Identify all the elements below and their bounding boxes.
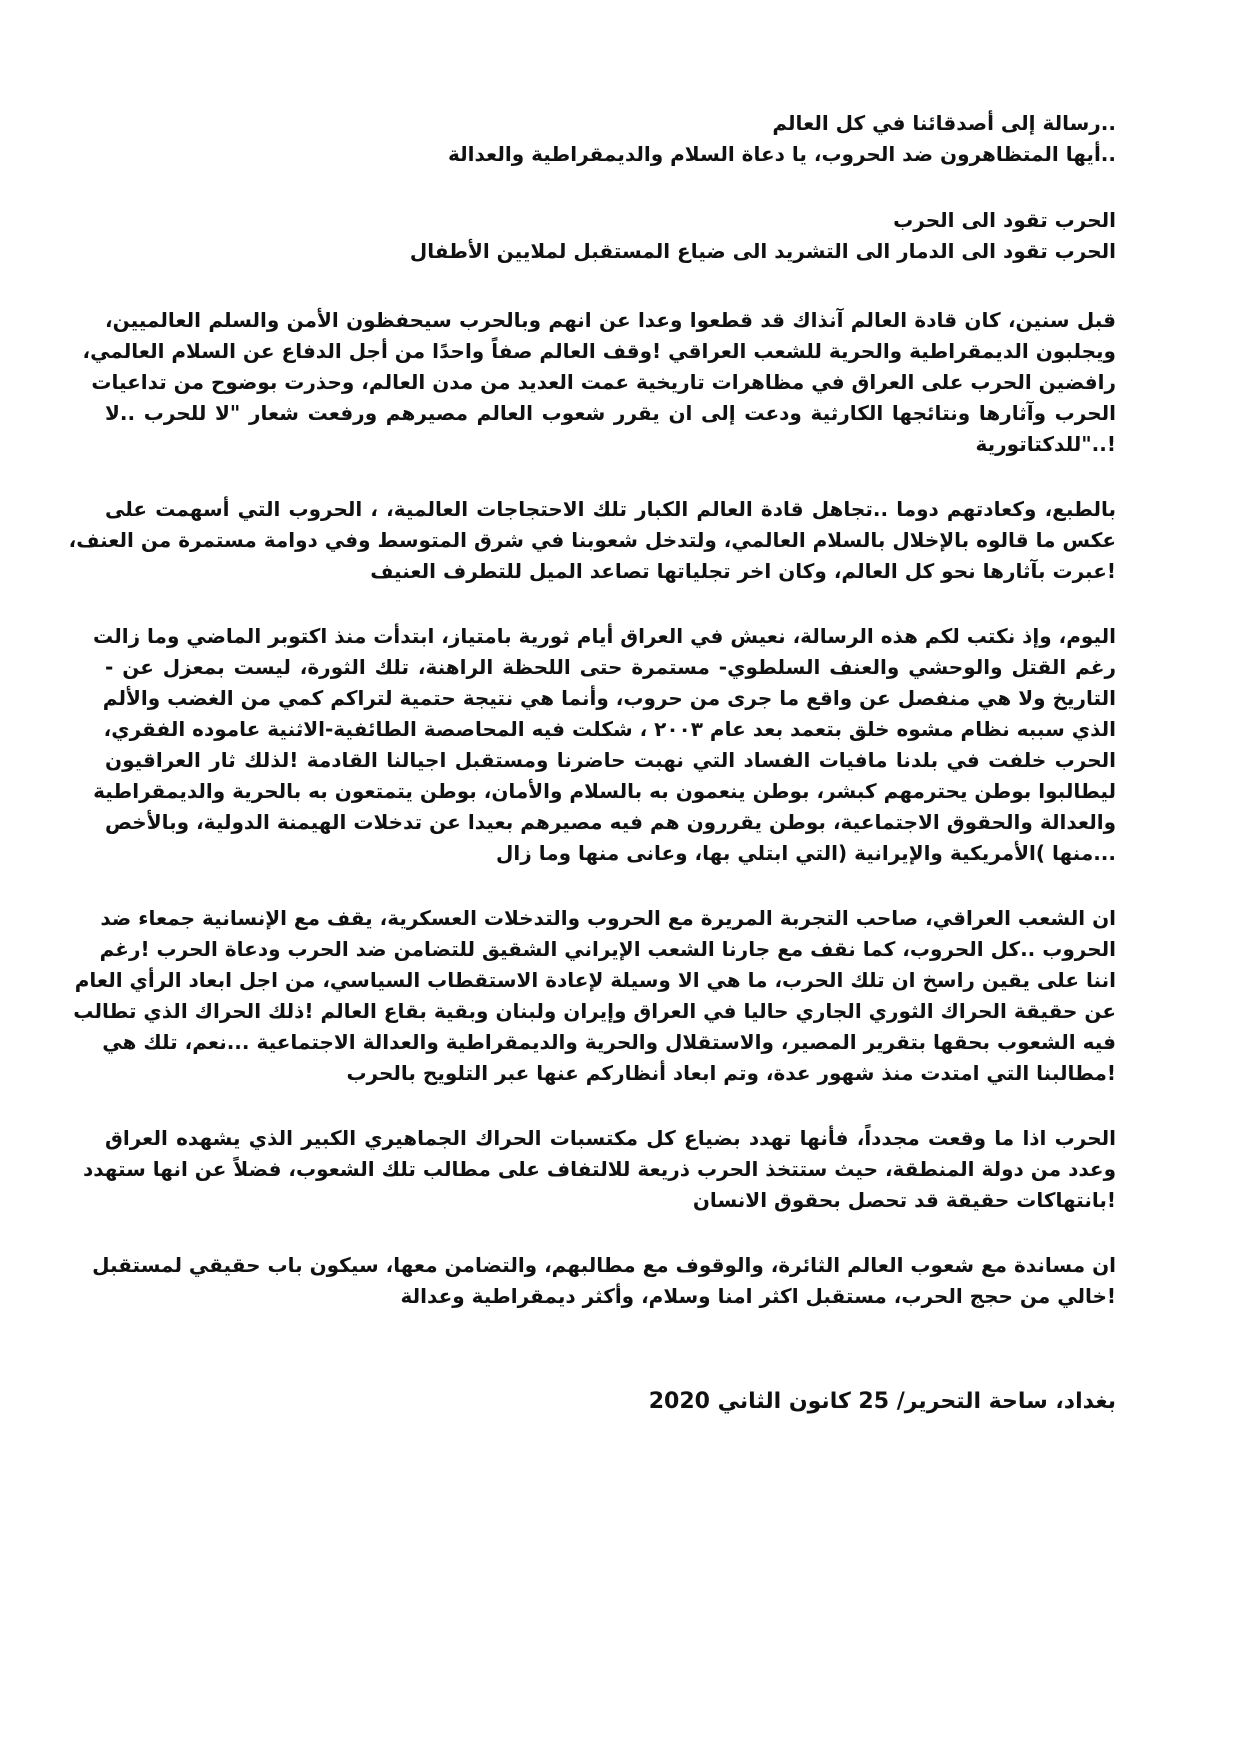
headline — [105, 205, 1116, 267]
greeting-line: ..أيها المتظاهرون ضد الحروب، يا دعاة السلام والديمقراطية والعدالة — [448, 142, 1116, 166]
headline-line: الحرب تقود الى الحرب — [893, 208, 1116, 232]
paragraph-line: اننا على يقين راسخ ان تلك الحرب، ما هي الا وسيلة لإعادة الاستقطاب السياسي، من اجل ابعاد الرأي العام — [74, 968, 1116, 992]
paragraph-4 — [73, 903, 1116, 1089]
paragraph-line: الحروب ..كل الحروب، كما نقف مع جارنا الشعب الإيراني الشقيق للتضامن ضد الحرب ودعاة الحرب !رغم — [99, 937, 1116, 961]
paragraph-line: عن حقيقة الحراك الثوري الجاري حاليا في العراق وإيران ولبنان وبقية بقاع العالم !ذلك الحراك الذي تطالب — [73, 999, 1116, 1023]
paragraph-line: رافضين الحرب على العراق في مظاهرات تاريخية عمت العديد من مدن العالم، وحذرت بوضوح من تداعيات — [91, 370, 1116, 394]
paragraph-line: وعدد من دولة المنطقة، حيث ستتخذ الحرب ذريعة للالتفاف على مطالب تلك الشعوب، فضلاً عن انها ستهدد — [82, 1157, 1116, 1181]
paragraph-line: الحرب اذا ما وقعت مجدداً، فأنها تهدد بضياع كل مكتسبات الحراك الجماهيري الكبير الذي يشهده العراق — [105, 1126, 1116, 1150]
paragraph-line: الذي سببه نظام مشوه خلق بتعمد بعد عام ٢٠٠٣ ، شكلت فيه المحاصصة الطائفية-الاثنية عاموده الفقري، — [103, 717, 1116, 741]
paragraph-5 — [82, 1123, 1116, 1216]
headline-line: الحرب تقود الى الدمار الى التشريد الى ضياع المستقبل لملايين الأطفال — [409, 239, 1116, 263]
paragraph-line: الحرب وآثارها ونتائجها الكارثية ودعت إلى ان يقرر شعوب العالم مصيرهم ورفعت شعار "لا للحرب ..لا — [105, 401, 1116, 425]
paragraph-line: ان مساندة مع شعوب العالم الثائرة، والوقوف مع مطالبهم، والتضامن معها، سيكون باب حقيقي لمستقبل — [92, 1253, 1116, 1277]
paragraph-line: ان الشعب العراقي، صاحب التجربة المريرة مع الحروب والتدخلات العسكرية، يقف مع الإنسانية جمعاء ضد — [100, 906, 1116, 930]
paragraph-line: ليطالبوا بوطن يحترمهم كبشر، بوطن ينعمون به بالسلام والأمان، بوطن يتمتعون به بالحرية والديمقراطية — [93, 779, 1116, 803]
paragraph-line: بالطبع، وكعادتهم دوما ..تجاهل قادة العالم الكبار تلك الاحتجاجات العالمية، ، الحروب التي أسهمت على — [105, 497, 1116, 521]
paragraph-line: اليوم، وإذ نكتب لكم هذه الرسالة، نعيش في العراق أيام ثورية بامتياز، ابتدأت منذ اكتوبر الماضي وما زالت — [93, 624, 1116, 648]
greeting-line: ..رسالة إلى أصدقائنا في كل العالم — [772, 111, 1116, 135]
paragraph-line: ويجلبون الديمقراطية والحرية للشعب العراقي !وقف العالم صفاً واحدًا من أجل الدفاع عن السلام العالمي، — [82, 339, 1116, 363]
paragraph-line: !.."للدكتاتورية — [975, 432, 1116, 456]
paragraph-line: عكس ما قالوه بالإخلال بالسلام العالمي، ولتدخل شعوبنا في شرق المتوسط وفي دوامة مستمرة من العنف، — [68, 528, 1116, 552]
paragraph-line: فيه الشعوب بحقها بتقرير المصير، والاستقلال والحرية والديمقراطية والعدالة الاجتماعية ...نعم، تلك هي — [102, 1030, 1116, 1054]
paragraph-line: !بانتهاكات حقيقة قد تحصل بحقوق الانسان — [692, 1188, 1116, 1212]
greeting — [105, 108, 1116, 170]
paragraph-line: !خالي من حجج الحرب، مستقبل اكثر امنا وسلام، وأكثر ديمقراطية وعدالة — [400, 1284, 1116, 1308]
paragraph-line: والعدالة والحقوق الاجتماعية، بوطن يقررون هم فيه مصيرهم بعيدا عن تدخلات الهيمنة الدولية، وبالأخص — [105, 810, 1116, 834]
letter-page — [68, 108, 1116, 1417]
paragraph-line: التاريخ ولا هي منفصل عن واقع ما جرى من حروب، وأنما هي نتيجة حتمية لتراكم كمي من الغضب والألم — [102, 686, 1116, 710]
paragraph-6 — [92, 1250, 1116, 1312]
paragraph-1 — [82, 305, 1116, 460]
paragraph-line: قبل سنين، كان قادة العالم آنذاك قد قطعوا وعدا عن انهم وبالحرب سيحفظون الأمن والسلم العالميين، — [105, 308, 1116, 332]
paragraph-line: !عبرت بآثارها نحو كل العالم، وكان اخر تجلياتها تصاعد الميل للتطرف العنيف — [370, 559, 1116, 583]
paragraph-line: !مطالبنا التي امتدت منذ شهور عدة، وتم ابعاد أنظاركم عنها عبر التلويح بالحرب — [346, 1061, 1116, 1085]
signature-line: بغداد، ساحة التحرير/ 25 كانون الثاني 2020 — [648, 1389, 1116, 1414]
paragraph-line: الحرب خلفت في بلدنا مافيات الفساد التي نهبت حاضرنا ومستقبل اجيالنا القادمة !لذلك ثار العراقيون — [105, 748, 1116, 772]
paragraph-line: ...منها )الأمريكية والإيرانية (التي ابتلي بها، وعانى منها وما زال — [496, 841, 1116, 865]
paragraph-line: رغم القتل والوحشي والعنف السلطوي- مستمرة حتى اللحظة الراهنة، تلك الثورة، ليست بمعزل عن - — [105, 655, 1116, 679]
paragraph-3 — [93, 621, 1116, 869]
paragraph-2 — [68, 494, 1116, 587]
